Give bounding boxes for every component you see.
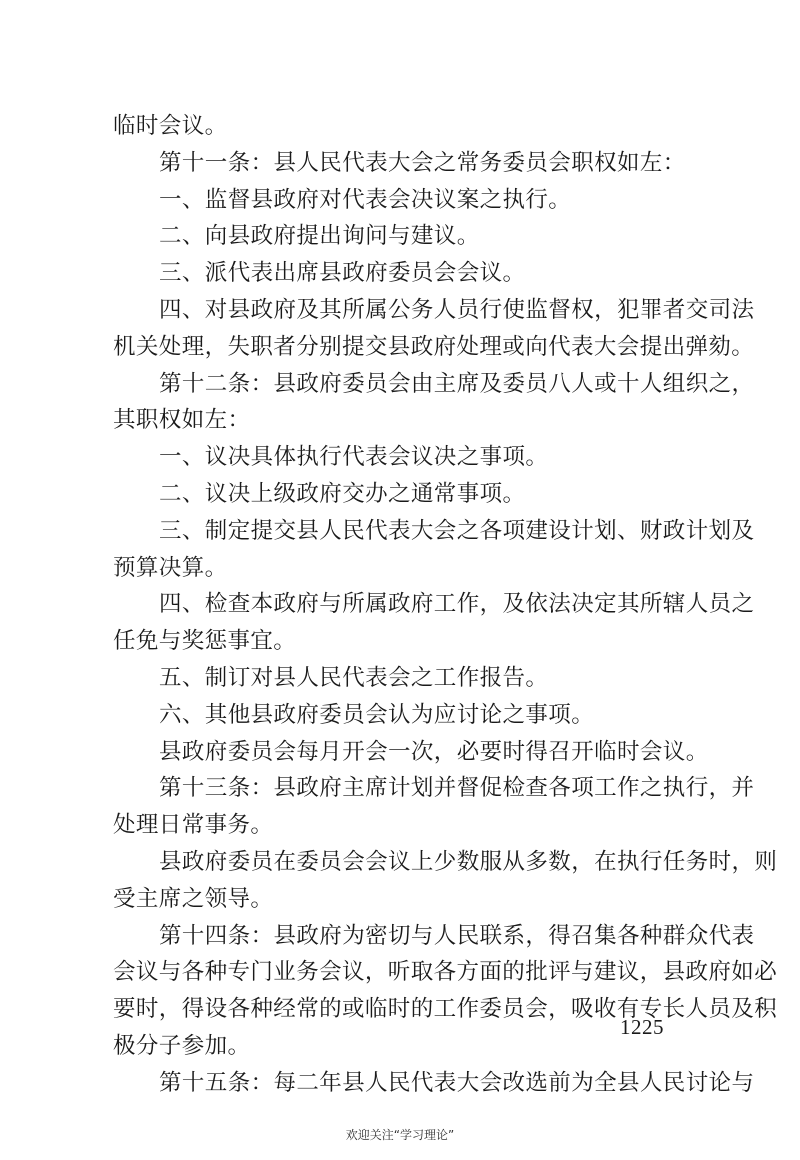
text-line: 县政府委员在委员会会议上少数服从多数，在执行任务时，则 — [159, 848, 778, 875]
text-line: 临时会议。 — [113, 113, 228, 139]
text-line: 四、对县政府及其所属公务人员行使监督权，犯罪者交司法 — [159, 296, 755, 323]
text-line: 二、议决上级政府交办之通常事项。 — [159, 480, 526, 507]
text-line: 五、制订对县人民代表会之工作报告。 — [159, 664, 549, 691]
text-line: 三、派代表出席县政府委员会会议。 — [159, 260, 526, 287]
text-line: 县政府委员会每月开会一次，必要时得召开临时会议。 — [159, 738, 709, 765]
text-line: 一、监督县政府对代表会决议案之执行。 — [159, 186, 572, 213]
text-line: 受主席之领导。 — [113, 885, 274, 912]
text-line: 二、向县政府提出询问与建议。 — [159, 223, 480, 250]
text-line: 预算决算。 — [113, 554, 228, 581]
text-line: 第十二条：县政府委员会由主席及委员八人或十人组织之， — [159, 370, 755, 397]
text-line: 第十三条：县政府主席计划并督促检查各项工作之执行，并 — [159, 775, 755, 802]
text-line: 极分子参加。 — [113, 1032, 251, 1059]
text-line: 第十一条：县人民代表大会之常务委员会职权如左： — [159, 149, 686, 176]
text-line: 六、其他县政府委员会认为应讨论之事项。 — [159, 701, 595, 728]
text-line: 一、议决具体执行代表会议决之事项。 — [159, 444, 549, 471]
text-line: 四、检查本政府与所属政府工作，及依法决定其所辖人员之 — [159, 591, 755, 618]
page-number: 1225 — [620, 1015, 664, 1039]
text-line: 其职权如左： — [113, 407, 251, 434]
text-line: 三、制定提交县人民代表大会之各项建设计划、财政计划及 — [159, 517, 755, 544]
footer-note: 欢迎关注“学习理论” — [345, 1128, 455, 1142]
text-line: 会议与各种专门业务会议，听取各方面的批评与建议，县政府如必 — [113, 959, 778, 986]
text-line: 机关处理，失职者分别提交县政府处理或向代表大会提出弹劾。 — [113, 333, 755, 360]
text-line: 处理日常事务。 — [113, 812, 274, 839]
text-line: 要时，得设各种经常的或临时的工作委员会，吸收有专长人员及积 — [113, 996, 778, 1023]
body-text — [113, 108, 778, 1102]
text-line: 第十五条：每二年县人民代表大会改选前为全县人民讨论与 — [159, 1069, 755, 1096]
text-line: 任免与奖惩事宜。 — [113, 628, 297, 655]
text-line: 第十四条：县政府为密切与人民联系，得召集各种群众代表 — [159, 922, 755, 949]
